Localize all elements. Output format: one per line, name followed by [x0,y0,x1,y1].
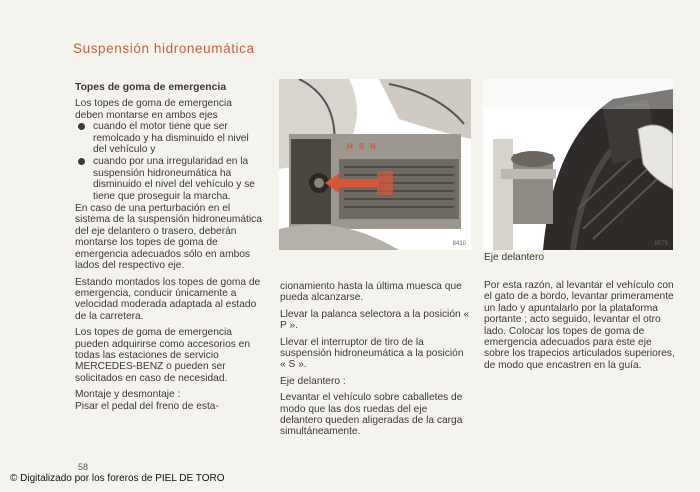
bullet-dot-icon [78,158,85,165]
bullet-list [75,121,263,202]
paragraph: Levantar el vehículo sobre caballetes de modo que las dos ruedas del eje delantero queden aligeradas de la carga simultáneamente. [280,392,463,438]
switch-label-s: S [358,142,371,151]
paragraph: Por esta razón, al levantar el vehículo con el gato de a bordo, levantar primeramente un lado y apuntalarlo por la plataforma portante ; acto seguido, levantar el otro lado. Colocar los topes de goma de emergencia adecuados para este eje sobre los trapecios articulados superiores, de modo que encastren en la guía. [484,280,675,371]
front-axle-illustration [483,79,673,250]
dashboard-illustration [279,79,471,250]
bullet-text: cuando por una irregularidad en la suspensión hidroneumática ha disminuido el nivel del vehículo y se tiene que proseguir la marcha. [93,156,255,202]
intro-paragraph: Los topes de goma de emergencia deben montarse en ambos ejes [75,98,232,121]
figure-front-axle [483,79,673,250]
paragraph-line: Pisar el pedal del freno de esta- [75,400,219,412]
page-title: Suspensión hidroneumática [73,41,255,56]
page-number: 58 [78,462,89,472]
paragraph: Eje delantero : [280,375,346,387]
figure-number: 8410 [452,241,466,247]
paragraph: En caso de una perturbación en el sistema de la suspensión hidroneumática del eje delantero o trasero, deberán montarse los topes de goma de emergencia adecuados sólo en ambos lados del respectivo eje. [75,203,262,272]
paragraph-line: Montaje y desmontaje : [75,389,181,401]
column-middle [280,281,470,443]
column-right [484,280,676,376]
column-left [75,82,263,412]
paragraph: Estando montados los topes de goma de emergencia, conducir únicamente a velocidad moderada adaptada al estado de la carretera. [75,276,261,322]
figure-caption: Eje delantero [484,252,545,263]
switch-label-h: H [347,142,359,151]
bullet-dot-icon [78,123,85,130]
footer-credit: © Digitalizado por los foreros de PIEL DE TORO [10,473,225,484]
paragraph: Llevar el interruptor de tiro de la suspensión hidroneumática a la posición « S ». [280,336,464,371]
paragraph: cionamiento hasta la última muesca que pueda alcanzarse. [280,281,462,304]
figure-number: 8575 [654,241,668,247]
paragraph: Llevar la palanca selectora a la posición « P ». [280,308,470,332]
bullet-text: cuando el motor tiene que ser remolcado y ha disminuido el nivel del vehículo y [93,121,249,156]
switch-label-n: N [370,142,382,151]
paragraph: Los topes de goma de emergencia pueden adquirirse como accesorios en todas las estaciones de servicio MERCEDES-BENZ o pueden ser solicitados en caso de necesidad. [75,327,250,384]
bullet-item [75,156,263,202]
section-subtitle: Topes de goma de emergencia [75,82,227,93]
bullet-item [75,121,263,155]
figure-dashboard-switch [279,79,471,250]
